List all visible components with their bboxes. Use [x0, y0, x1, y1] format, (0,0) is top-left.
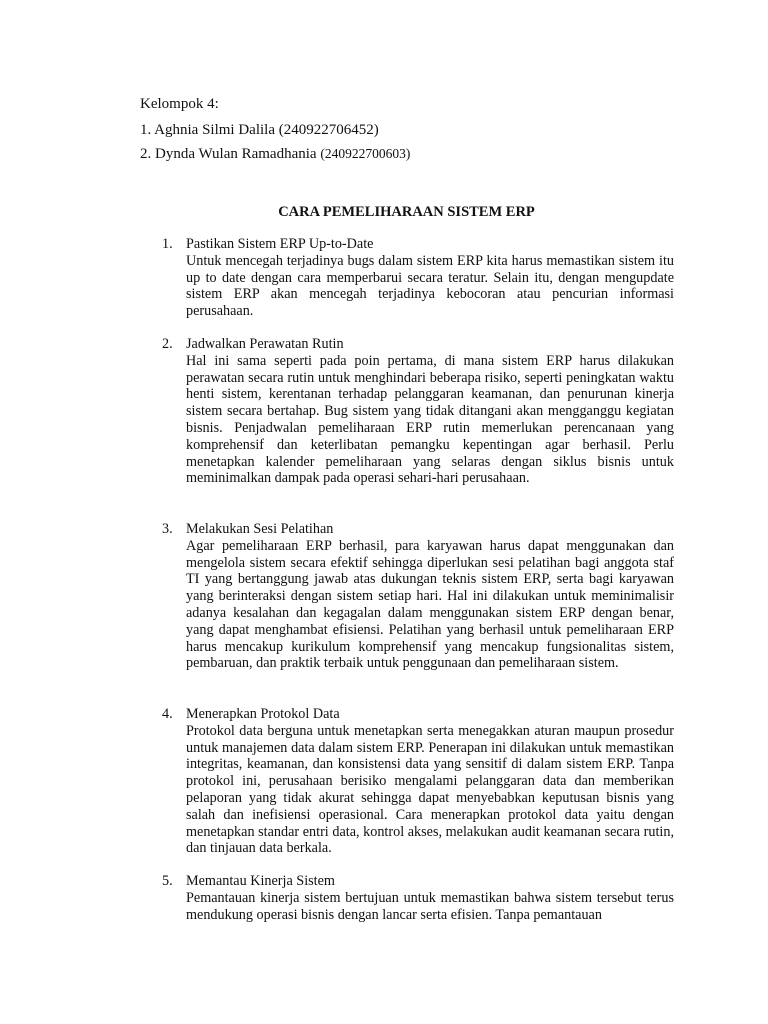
list-item-3	[162, 521, 674, 672]
list-item-1-number: 1.	[162, 236, 173, 252]
list-item-3-body: Agar pemeliharaan ERP berhasil, para karyawan harus dapat menggunakan dan mengelola sistem secara efektif sehingga diperlukan sesi pelatihan bagi anggota staf TI yang bertanggung jawab atas dukungan teknis sistem ERP, serta bagi karyawan yang berinteraksi dengan sistem setiap hari. Hal ini dilakukan untuk meminimalisir adanya kesalahan dan kegagalan dalam menggunakan sistem ERP dengan benar, yang dapat menghambat efisiensi. Pelatihan yang berhasil untuk pemeliharaan ERP harus mencakup kurikulum komprehensif yang mencakup fungsionalitas sistem, pembaruan, dan praktik terbaik untuk penggunaan dan pemeliharaan sistem.	[186, 537, 674, 672]
list-item-2	[162, 336, 674, 487]
list-item-2-number: 2.	[162, 336, 173, 352]
document-title-text: CARA PEMELIHARAAN SISTEM ERP	[278, 204, 535, 220]
member-2-nim: (240922700603)	[320, 146, 411, 161]
group-label: Kelompok 4:	[140, 96, 219, 112]
list-item-3-heading: Melakukan Sesi Pelatihan	[186, 521, 334, 537]
list-item-4-number: 4.	[162, 706, 173, 722]
list-item-4	[162, 706, 674, 857]
list-item-1	[162, 236, 674, 320]
list-item-2-heading: Jadwalkan Perawatan Rutin	[186, 336, 344, 352]
list-item-4-heading: Menerapkan Protokol Data	[186, 706, 340, 722]
list-item-1-body: Untuk mencegah terjadinya bugs dalam sistem ERP kita harus memastikan sistem itu up to date dengan cara memperbarui secara teratur. Selain itu, dengan mengupdate sistem ERP akan mencegah terjadinya kebocoran atau pencurian informasi perusahaan.	[186, 252, 674, 320]
member-1-nim: (240922706452)	[278, 122, 379, 138]
list-item-5	[162, 873, 674, 923]
list-item-5-heading: Memantau Kinerja Sistem	[186, 873, 335, 889]
member-line-1	[140, 121, 379, 139]
member-2-name: 2. Dynda Wulan Ramadhania	[140, 146, 321, 162]
list-item-1-heading: Pastikan Sistem ERP Up-to-Date	[186, 236, 374, 252]
list-item-5-body: Pemantauan kinerja sistem bertujuan untuk memastikan bahwa sistem tersebut terus mendukung operasi bisnis dengan lancar serta efisien. Tanpa pemantauan	[186, 889, 674, 923]
list-item-5-number: 5.	[162, 873, 173, 889]
list-item-2-body: Hal ini sama seperti pada poin pertama, di mana sistem ERP harus dilakukan perawatan secara rutin untuk menghindari beberapa risiko, seperti peningkatan waktu henti sistem, kerentanan terhadap pelanggaran keamanan, dan penurunan kinerja sistem secara bertahap. Bug sistem yang tidak ditangani akan mengganggu kegiatan bisnis. Penjadwalan pemeliharaan ERP rutin memerlukan perencanaan yang komprehensif dan keterlibatan pemangku kepentingan agar berhasil. Perlu menetapkan kalender pemeliharaan yang selaras dengan siklus bisnis untuk meminimalkan dampak pada operasi sehari-hari perusahaan.	[186, 352, 674, 487]
document-title	[0, 203, 768, 221]
member-line-2	[140, 145, 410, 163]
list-item-4-body: Protokol data berguna untuk menetapkan serta menegakkan aturan maupun prosedur untuk manajemen data dalam sistem ERP. Penerapan ini dilakukan untuk memastikan integritas, keamanan, dan konsistensi data yang sensitif di dalam sistem ERP. Tanpa protokol ini, perusahaan berisiko mengalami pelanggaran data dan memberikan pelaporan yang tidak akurat sehingga dapat menyebabkan keputusan bisnis yang salah dan inefisiensi operasional. Cara menerapkan protokol data yaitu dengan menetapkan standar entri data, kontrol akses, melakukan audit keamanan secara rutin, dan tinjauan data berkala.	[186, 722, 674, 857]
member-1-name: 1. Aghnia Silmi Dalila	[140, 122, 279, 138]
list-item-3-number: 3.	[162, 521, 173, 537]
